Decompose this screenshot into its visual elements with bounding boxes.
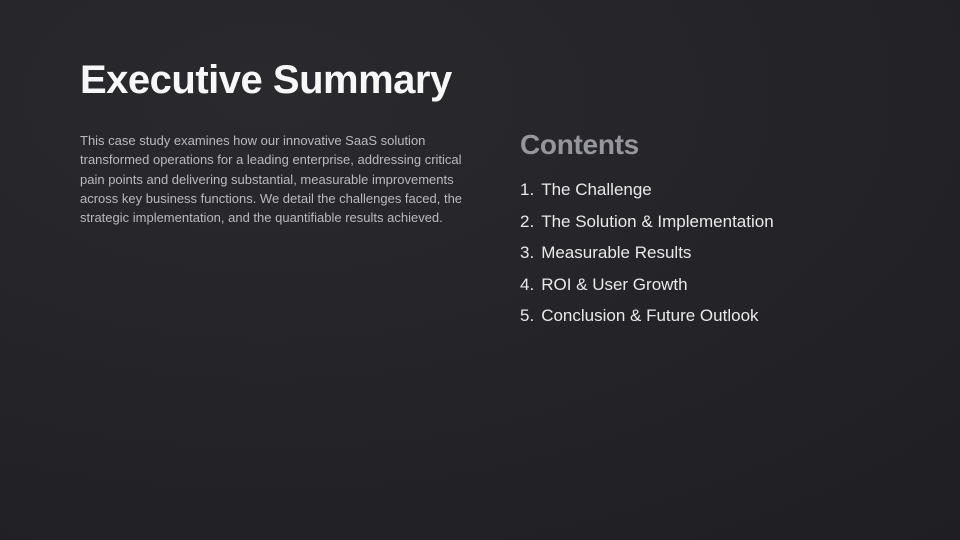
contents-item-label: Measurable Results xyxy=(541,243,692,263)
contents-item-label: ROI & User Growth xyxy=(541,274,688,294)
contents-item-number: 2. xyxy=(520,211,535,231)
contents-item-label: The Challenge xyxy=(541,180,652,200)
contents-item-label: The Solution & Implementation xyxy=(541,211,774,231)
contents-item-4 xyxy=(520,274,880,296)
contents-item-number: 4. xyxy=(520,274,535,294)
contents-item-number: 3. xyxy=(520,243,535,263)
contents-item-3 xyxy=(520,242,880,264)
contents-item-label: Conclusion & Future Outlook xyxy=(541,306,759,326)
contents-item-1 xyxy=(520,179,880,201)
contents-item-number: 1. xyxy=(520,180,535,200)
contents-item-number: 5. xyxy=(520,306,535,326)
contents-list xyxy=(520,179,880,327)
summary-paragraph: This case study examines how our innovative SaaS solution transformed operations for a leading enterprise, addressing critical pain points and delivering substantial, measurable improvements across key business functions. We detail the challenges faced, the strategic implementation, and the quantifiable results achieved. xyxy=(80,133,463,226)
contents-item-2 xyxy=(520,211,880,233)
contents-heading: Contents xyxy=(520,129,639,160)
contents-item-5 xyxy=(520,305,880,327)
slide-title: Executive Summary xyxy=(80,58,452,102)
contents-section xyxy=(520,129,880,337)
